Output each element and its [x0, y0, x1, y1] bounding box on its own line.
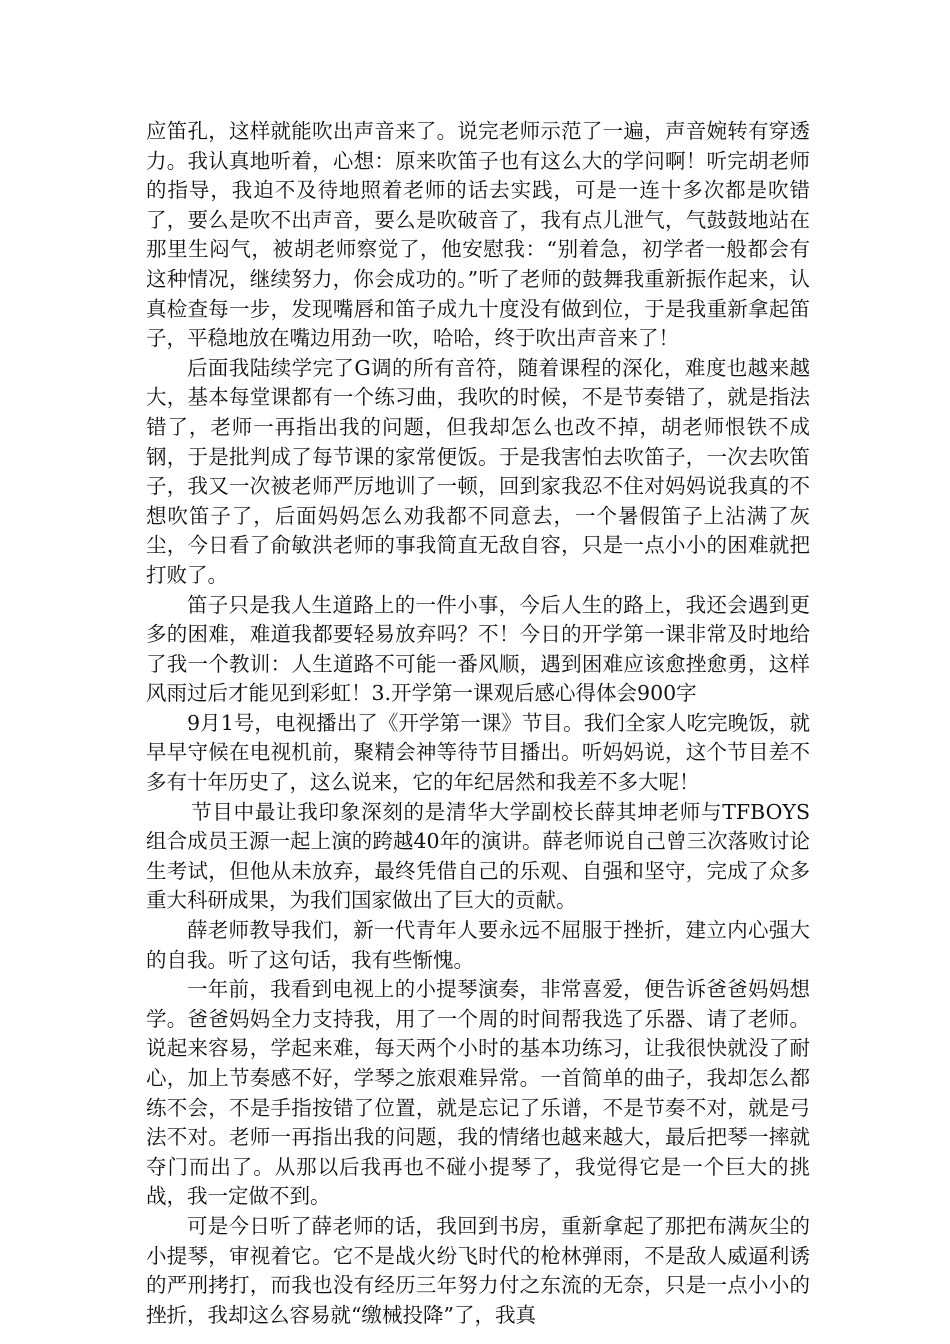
- paragraph: 薛老师教导我们，新一代青年人要永远不屈服于挫折，建立内心强大的自我。听了这句话，我有些惭愧。: [146, 918, 810, 972]
- paragraph: 可是今日听了薛老师的话，我回到书房，重新拿起了那把布满灰尘的小提琴，审视着它。它不是战火纷飞时代的枪林弹雨，不是敌人威逼利诱的严刑拷打，而我也没有经历三年努力付之东流的无奈，只是一点小小的挫折，我却这么容易就“缴械投降”了，我真: [146, 1213, 810, 1327]
- paragraph: 后面我陆续学完了G调的所有音符，随着课程的深化，难度也越来越大，基本每堂课都有一个练习曲，我吹的时候，不是节奏错了，就是指法错了，老师一再指出我的问题，但我却怎么也改不掉，胡老师恨铁不成钢，于是批判成了每节课的家常便饭。于是我害怕去吹笛子，一次去吹笛子，我又一次被老师严厉地训了一顿，回到家我忍不住对妈妈说我真的不想吹笛子了，后面妈妈怎么劝我都不同意去，一个暑假笛子上沾满了灰尘，今日看了俞敏洪老师的事我简直无敌自容，只是一点小小的困难就把打败了。: [146, 355, 810, 587]
- paragraph: 节目中最让我印象深刻的是清华大学副校长薛其坤老师与TFBOYS组合成员王源一起上演的跨越40年的演讲。薛老师说自己曾三次落败讨论生考试，但他从未放弃，最终凭借自己的乐观、自强和坚守，完成了众多重大科研成果，为我们国家做出了巨大的贡献。: [146, 799, 810, 913]
- paragraph: 笛子只是我人生道路上的一件小事，今后人生的路上，我还会遇到更多的困难，难道我都要轻易放弃吗？不！今日的开学第一课非常及时地给了我一个教训：人生道路不可能一番风顺，遇到困难应该愈挫愈勇，这样风雨过后才能见到彩虹！3.开学第一课观后感心得体会900字: [146, 592, 810, 706]
- paragraph: 一年前，我看到电视上的小提琴演奏，非常喜爱，便告诉爸爸妈妈想学。爸爸妈妈全力支持我，用了一个周的时间帮我选了乐器、请了老师。说起来容易，学起来难，每天两个小时的基本功练习，让我很快就没了耐心，加上节奏感不好，学琴之旅艰难异常。一首简单的曲子，我却怎么都练不会，不是手指按错了位置，就是忘记了乐谱，不是节奏不对，就是弓法不对。老师一再指出我的问题，我的情绪也越来越大，最后把琴一摔就夺门而出了。从那以后我再也不碰小提琴了，我觉得它是一个巨大的挑战，我一定做不到。: [146, 977, 810, 1209]
- paragraph: 9月1号，电视播出了《开学第一课》节目。我们全家人吃完晚饭，就早早守候在电视机前，聚精会神等待节目播出。听妈妈说，这个节目差不多有十年历史了，这么说来，它的年纪居然和我差不多大呢！: [146, 710, 810, 795]
- document-body: [146, 117, 810, 1330]
- paragraph-continuation: 应笛孔，这样就能吹出声音来了。说完老师示范了一遍，声音婉转有穿透力。我认真地听着，心想：原来吹笛子也有这么大的学问啊！听完胡老师的指导，我迫不及待地照着老师的话去实践，可是一连十多次都是吹错了，要么是吹不出声音，要么是吹破音了，我有点儿泄气，气鼓鼓地站在那里生闷气，被胡老师察觉了，他安慰我：“别着急，初学者一般都会有这种情况，继续努力，你会成功的。”听了老师的鼓舞我重新振作起来，认真检查每一步，发现嘴唇和笛子成九十度没有做到位，于是我重新拿起笛子，平稳地放在嘴边用劲一吹，哈哈，终于吹出声音来了！: [146, 119, 810, 351]
